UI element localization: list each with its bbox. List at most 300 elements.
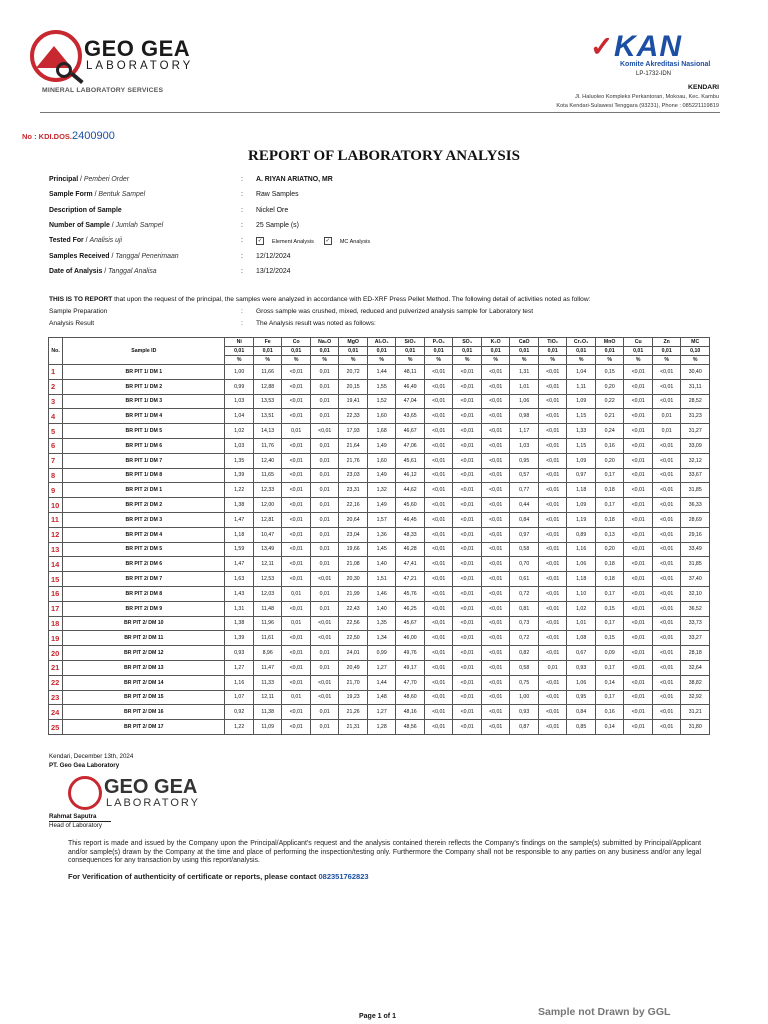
value-cell: 0,01 — [310, 705, 339, 720]
element-header: SiO₂ — [396, 338, 425, 347]
value-cell: 0,97 — [510, 527, 539, 542]
value-cell: 21,70 — [339, 675, 368, 690]
value-cell: 12,00 — [253, 498, 282, 513]
sample-id: BR PIT 2/ DM 16 — [63, 705, 225, 720]
value-cell: 0,99 — [225, 379, 254, 394]
row-number: 8 — [49, 468, 63, 483]
header-divider — [40, 112, 720, 113]
value-cell: 1,38 — [225, 498, 254, 513]
row-number: 2 — [49, 379, 63, 394]
unit-cell: % — [681, 356, 710, 365]
value-cell: 1,19 — [567, 512, 596, 527]
sample-id-header: Sample ID — [63, 338, 225, 365]
value-cell: 11,47 — [253, 660, 282, 675]
value-cell: <0,01 — [652, 572, 681, 587]
table-row — [49, 557, 710, 572]
value-cell: <0,01 — [424, 705, 453, 720]
value-cell: 31,85 — [681, 557, 710, 572]
value-cell: 1,49 — [367, 498, 396, 513]
value-cell: 0,01 — [282, 616, 311, 631]
value-cell: 11,66 — [253, 365, 282, 380]
element-analysis-label: Element Analysis — [272, 238, 314, 245]
value-cell: 33,67 — [681, 468, 710, 483]
value-cell: <0,01 — [652, 690, 681, 705]
value-cell: 29,16 — [681, 527, 710, 542]
value-cell: <0,01 — [624, 409, 653, 424]
detection-limit: 0,01 — [424, 347, 453, 356]
value-cell: 0,01 — [282, 424, 311, 439]
value-cell: <0,01 — [624, 542, 653, 557]
value-cell: 1,39 — [225, 468, 254, 483]
value-cell: 1,38 — [225, 616, 254, 631]
value-cell: 1,39 — [225, 631, 254, 646]
value-cell: <0,01 — [652, 660, 681, 675]
value-cell: 28,52 — [681, 394, 710, 409]
value-cell: 1,40 — [367, 601, 396, 616]
info-date-analysis: Date of Analysis / Tanggal Analisa : 13/12/2024 — [49, 268, 291, 275]
value-cell: 0,98 — [510, 409, 539, 424]
value-cell: <0,01 — [453, 512, 482, 527]
value-cell: 1,03 — [225, 394, 254, 409]
table-row — [49, 453, 710, 468]
value-cell: 45,76 — [396, 586, 425, 601]
value-cell: <0,01 — [282, 660, 311, 675]
detection-limit: 0,01 — [652, 347, 681, 356]
value-cell: <0,01 — [481, 616, 510, 631]
value-cell: 0,01 — [282, 690, 311, 705]
value-cell: <0,01 — [624, 705, 653, 720]
value-cell: 0,92 — [225, 705, 254, 720]
value-cell: <0,01 — [310, 631, 339, 646]
element-header: Al₂O₃ — [367, 338, 396, 347]
value-cell: 0,16 — [595, 438, 624, 453]
row-number: 11 — [49, 512, 63, 527]
value-cell: 0,84 — [567, 705, 596, 720]
table-row — [49, 409, 710, 424]
value-cell: <0,01 — [538, 394, 567, 409]
value-cell: <0,01 — [652, 720, 681, 735]
verification-phone[interactable]: 082351762823 — [318, 872, 369, 881]
value-cell: 0,01 — [652, 424, 681, 439]
detection-limit: 0,01 — [225, 347, 254, 356]
unit-cell: % — [310, 356, 339, 365]
value-cell: 0,24 — [595, 424, 624, 439]
value-cell: 0,01 — [538, 660, 567, 675]
value-cell: <0,01 — [282, 409, 311, 424]
value-cell: 1,09 — [567, 498, 596, 513]
value-cell: 1,60 — [367, 453, 396, 468]
value-cell: 12,03 — [253, 586, 282, 601]
header-row-elements — [49, 338, 710, 347]
value-cell: <0,01 — [453, 424, 482, 439]
report-number-prefix: No : KDI.DOS. — [22, 132, 72, 141]
value-cell: <0,01 — [282, 379, 311, 394]
detection-limit: 0,01 — [396, 347, 425, 356]
value-cell: <0,01 — [538, 409, 567, 424]
value-cell: 1,32 — [367, 483, 396, 498]
value-cell: <0,01 — [424, 498, 453, 513]
value-cell: 1,63 — [225, 572, 254, 587]
detection-limit: 0,01 — [481, 347, 510, 356]
value-cell: 0,01 — [310, 438, 339, 453]
value-cell: 31,85 — [681, 483, 710, 498]
value-cell: <0,01 — [652, 586, 681, 601]
value-cell: 0,77 — [510, 483, 539, 498]
value-cell: <0,01 — [453, 616, 482, 631]
value-cell: <0,01 — [624, 468, 653, 483]
value-cell: <0,01 — [652, 512, 681, 527]
value-cell: 0,85 — [567, 720, 596, 735]
row-number: 20 — [49, 646, 63, 661]
report-number-value: 2400900 — [72, 130, 115, 142]
report-statement: THIS IS TO REPORT that upon the request of the principal, the samples were analyzed in accordance with ED-XRF Press Pellet Method. The following detail of activities noted as follow: — [49, 296, 591, 303]
value-cell: <0,01 — [652, 705, 681, 720]
unit-cell: % — [367, 356, 396, 365]
value-cell: <0,01 — [538, 631, 567, 646]
value-cell: 1,59 — [225, 542, 254, 557]
row-number: 3 — [49, 394, 63, 409]
value-cell: 0,87 — [510, 720, 539, 735]
value-cell: 0,44 — [510, 498, 539, 513]
value-cell: 1,16 — [225, 675, 254, 690]
unit-cell: % — [510, 356, 539, 365]
value-cell: <0,01 — [424, 616, 453, 631]
value-cell: 21,64 — [339, 438, 368, 453]
sample-id: BR PIT 1/ DM 3 — [63, 394, 225, 409]
value-cell: 0,01 — [282, 586, 311, 601]
row-number: 16 — [49, 586, 63, 601]
kan-text: KAN — [614, 30, 682, 63]
value-cell: 1,18 — [567, 572, 596, 587]
value-cell: 0,01 — [310, 601, 339, 616]
value-cell: 0,15 — [595, 631, 624, 646]
value-cell: 47,21 — [396, 572, 425, 587]
info-sample-form: Sample Form / Bentuk Sampel : Raw Samples — [49, 191, 299, 198]
value-cell: <0,01 — [652, 483, 681, 498]
value-cell: <0,01 — [538, 646, 567, 661]
table-row — [49, 468, 710, 483]
value-cell: 0,75 — [510, 675, 539, 690]
value-cell: 0,17 — [595, 468, 624, 483]
value-cell: <0,01 — [424, 483, 453, 498]
table-row — [49, 646, 710, 661]
sample-id: BR PIT 2/ DM 3 — [63, 512, 225, 527]
value-cell: 0,01 — [310, 365, 339, 380]
value-cell: 46,28 — [396, 542, 425, 557]
value-cell: <0,01 — [652, 379, 681, 394]
value-cell: <0,01 — [424, 660, 453, 675]
value-cell: 31,27 — [681, 424, 710, 439]
value-cell: <0,01 — [652, 557, 681, 572]
sample-id: BR PIT 2/ DM 2 — [63, 498, 225, 513]
value-cell: 12,81 — [253, 512, 282, 527]
detection-limit: 0,01 — [624, 347, 653, 356]
value-cell: <0,01 — [481, 424, 510, 439]
info-description: Description of Sample : Nickel Ore — [49, 207, 289, 214]
value-cell: 21,76 — [339, 453, 368, 468]
value-cell: <0,01 — [282, 542, 311, 557]
value-cell: 31,21 — [681, 705, 710, 720]
value-cell: 0,18 — [595, 483, 624, 498]
value-cell: 14,13 — [253, 424, 282, 439]
row-number: 14 — [49, 557, 63, 572]
value-cell: <0,01 — [424, 586, 453, 601]
logo-sub: LABORATORY — [86, 60, 194, 72]
value-cell: 1,00 — [510, 690, 539, 705]
value-cell: <0,01 — [282, 720, 311, 735]
value-cell: <0,01 — [538, 453, 567, 468]
value-cell: 12,40 — [253, 453, 282, 468]
value-cell: 0,99 — [367, 646, 396, 661]
value-cell: 47,04 — [396, 394, 425, 409]
value-cell: <0,01 — [453, 438, 482, 453]
value-cell: <0,01 — [424, 690, 453, 705]
value-cell: 1,06 — [510, 394, 539, 409]
value-cell: <0,01 — [282, 498, 311, 513]
page-title: REPORT OF LABORATORY ANALYSIS — [248, 148, 520, 164]
value-cell: <0,01 — [652, 601, 681, 616]
place-date: Kendari, December 13th, 2024 — [49, 753, 134, 760]
value-cell: <0,01 — [652, 631, 681, 646]
value-cell: <0,01 — [424, 512, 453, 527]
row-number: 24 — [49, 705, 63, 720]
value-cell: 31,11 — [681, 379, 710, 394]
value-cell: 0,84 — [510, 512, 539, 527]
value-cell: 47,06 — [396, 438, 425, 453]
sample-preparation: Sample Preparation : Gross sample was crushed, mixed, reduced and pulverized analysis sample for Laboratory test — [49, 308, 534, 315]
value-cell: 0,61 — [510, 572, 539, 587]
value-cell: 19,41 — [339, 394, 368, 409]
table-row — [49, 616, 710, 631]
table-row — [49, 675, 710, 690]
value-cell: 11,61 — [253, 631, 282, 646]
element-header: Cr₂O₃ — [567, 338, 596, 347]
unit-cell: % — [624, 356, 653, 365]
value-cell: 23,31 — [339, 483, 368, 498]
value-cell: 48,60 — [396, 690, 425, 705]
value-cell: 1,35 — [225, 453, 254, 468]
value-cell: <0,01 — [481, 557, 510, 572]
element-header: Zn — [652, 338, 681, 347]
value-cell: 22,16 — [339, 498, 368, 513]
value-cell: 33,09 — [681, 438, 710, 453]
detection-limit: 0,01 — [567, 347, 596, 356]
value-cell: <0,01 — [538, 720, 567, 735]
value-cell: <0,01 — [282, 468, 311, 483]
element-header: MC — [681, 338, 710, 347]
value-cell: 0,95 — [567, 690, 596, 705]
sample-id: BR PIT 2/ DM 12 — [63, 646, 225, 661]
address-line-2: Kota Kendari-Sulawesi Tenggara (93231), Phone : 085221119819 — [556, 103, 719, 109]
analysis-result: Analysis Result : The Analysis result was noted as follows: — [49, 320, 376, 327]
value-cell: <0,01 — [424, 409, 453, 424]
value-cell: 1,31 — [510, 365, 539, 380]
value-cell: 48,16 — [396, 705, 425, 720]
company-name: PT. Geo Gea Laboratory — [49, 762, 120, 769]
value-cell: 0,93 — [510, 705, 539, 720]
value-cell: 1,06 — [567, 557, 596, 572]
value-cell: <0,01 — [481, 498, 510, 513]
value-cell: 1,52 — [367, 394, 396, 409]
value-cell: <0,01 — [282, 453, 311, 468]
value-cell: 0,67 — [567, 646, 596, 661]
value-cell: <0,01 — [453, 675, 482, 690]
table-row — [49, 379, 710, 394]
value-cell: 1,48 — [367, 690, 396, 705]
stamp-sub: LABORATORY — [106, 797, 200, 809]
value-cell: 23,03 — [339, 468, 368, 483]
value-cell: <0,01 — [652, 527, 681, 542]
value-cell: 0,70 — [510, 557, 539, 572]
row-number: 5 — [49, 424, 63, 439]
stamp-circle — [68, 776, 102, 810]
value-cell: 0,01 — [310, 720, 339, 735]
value-cell: 1,44 — [367, 675, 396, 690]
table-row — [49, 720, 710, 735]
value-cell: <0,01 — [453, 498, 482, 513]
value-cell: 1,35 — [367, 616, 396, 631]
value-cell: <0,01 — [624, 512, 653, 527]
value-cell: <0,01 — [481, 379, 510, 394]
value-cell: 1,27 — [367, 705, 396, 720]
value-cell: <0,01 — [282, 646, 311, 661]
value-cell: <0,01 — [453, 705, 482, 720]
value-cell: <0,01 — [538, 379, 567, 394]
value-cell: 46,49 — [396, 379, 425, 394]
row-number: 25 — [49, 720, 63, 735]
value-cell: <0,01 — [652, 542, 681, 557]
sample-id: BR PIT 2/ DM 8 — [63, 586, 225, 601]
unit-cell: % — [567, 356, 596, 365]
mc-analysis-checkbox: ✓ — [325, 238, 331, 244]
value-cell: <0,01 — [424, 631, 453, 646]
row-number: 10 — [49, 498, 63, 513]
value-cell: <0,01 — [624, 438, 653, 453]
sample-id: BR PIT 2/ DM 15 — [63, 690, 225, 705]
value-cell: <0,01 — [624, 557, 653, 572]
value-cell: 10,47 — [253, 527, 282, 542]
value-cell: 31,80 — [681, 720, 710, 735]
value-cell: <0,01 — [424, 527, 453, 542]
value-cell: 47,41 — [396, 557, 425, 572]
detection-limit: 0,01 — [538, 347, 567, 356]
value-cell: 0,01 — [310, 483, 339, 498]
value-cell: <0,01 — [624, 498, 653, 513]
value-cell: 46,67 — [396, 424, 425, 439]
value-cell: 0,14 — [595, 675, 624, 690]
value-cell: 13,49 — [253, 542, 282, 557]
value-cell: 32,12 — [681, 453, 710, 468]
value-cell: <0,01 — [481, 409, 510, 424]
value-cell: 11,33 — [253, 675, 282, 690]
unit-cell: % — [453, 356, 482, 365]
value-cell: <0,01 — [481, 453, 510, 468]
detection-limit: 0,01 — [339, 347, 368, 356]
value-cell: 1,01 — [567, 616, 596, 631]
value-cell: 0,89 — [567, 527, 596, 542]
value-cell: 1,02 — [225, 424, 254, 439]
value-cell: 1,45 — [367, 542, 396, 557]
stamp-name: GEO GEA — [104, 776, 198, 798]
value-cell: <0,01 — [453, 631, 482, 646]
element-header: K₂O — [481, 338, 510, 347]
value-cell: <0,01 — [424, 646, 453, 661]
value-cell: 0,22 — [595, 394, 624, 409]
address-line-1: Jl. Haluoleo Kompleks Perkantoran, Mokoau, Kec. Kambu — [575, 94, 719, 100]
value-cell: 11,96 — [253, 616, 282, 631]
results-table — [48, 337, 710, 735]
value-cell: <0,01 — [538, 483, 567, 498]
value-cell: 0,95 — [510, 453, 539, 468]
value-cell: 11,38 — [253, 705, 282, 720]
kan-logo — [590, 28, 720, 80]
value-cell: 0,72 — [510, 631, 539, 646]
value-cell: 44,62 — [396, 483, 425, 498]
value-cell: 22,43 — [339, 601, 368, 616]
value-cell: 24,01 — [339, 646, 368, 661]
value-cell: 0,81 — [510, 601, 539, 616]
table-row — [49, 394, 710, 409]
value-cell: 0,01 — [310, 557, 339, 572]
value-cell: 0,01 — [652, 409, 681, 424]
value-cell: 11,76 — [253, 438, 282, 453]
value-cell: 23,04 — [339, 527, 368, 542]
value-cell: <0,01 — [481, 394, 510, 409]
element-header: P₂O₅ — [424, 338, 453, 347]
value-cell: 1,36 — [367, 527, 396, 542]
sample-id: BR PIT 2/ DM 6 — [63, 557, 225, 572]
info-received: Samples Received / Tanggal Penerimaan : 12/12/2024 — [49, 253, 291, 260]
value-cell: <0,01 — [453, 468, 482, 483]
detection-limit: 0,01 — [367, 347, 396, 356]
value-cell: <0,01 — [481, 572, 510, 587]
value-cell: 30,40 — [681, 365, 710, 380]
table-row — [49, 512, 710, 527]
value-cell: 1,09 — [567, 453, 596, 468]
value-cell: <0,01 — [453, 394, 482, 409]
detection-limit: 0,01 — [510, 347, 539, 356]
unit-cell: % — [652, 356, 681, 365]
sample-id: BR PIT 2/ DM 13 — [63, 660, 225, 675]
unit-cell: % — [225, 356, 254, 365]
value-cell: 48,33 — [396, 527, 425, 542]
value-cell: <0,01 — [538, 468, 567, 483]
element-header: MgO — [339, 338, 368, 347]
value-cell: 1,18 — [567, 483, 596, 498]
detection-limit: 0,10 — [681, 347, 710, 356]
unit-cell: % — [424, 356, 453, 365]
value-cell: 0,16 — [595, 705, 624, 720]
value-cell: <0,01 — [310, 616, 339, 631]
value-cell: <0,01 — [652, 365, 681, 380]
row-number: 7 — [49, 453, 63, 468]
value-cell: 1,34 — [367, 631, 396, 646]
value-cell: <0,01 — [282, 705, 311, 720]
value-cell: 38,82 — [681, 675, 710, 690]
value-cell: 0,01 — [310, 468, 339, 483]
value-cell: <0,01 — [424, 720, 453, 735]
value-cell: 12,88 — [253, 379, 282, 394]
value-cell: <0,01 — [538, 512, 567, 527]
value-cell: 0,01 — [310, 498, 339, 513]
row-number: 21 — [49, 660, 63, 675]
value-cell: <0,01 — [481, 631, 510, 646]
value-cell: 36,33 — [681, 498, 710, 513]
table-row — [49, 483, 710, 498]
value-cell: 1,06 — [567, 675, 596, 690]
row-number: 15 — [49, 572, 63, 587]
sample-id: BR PIT 2/ DM 4 — [63, 527, 225, 542]
